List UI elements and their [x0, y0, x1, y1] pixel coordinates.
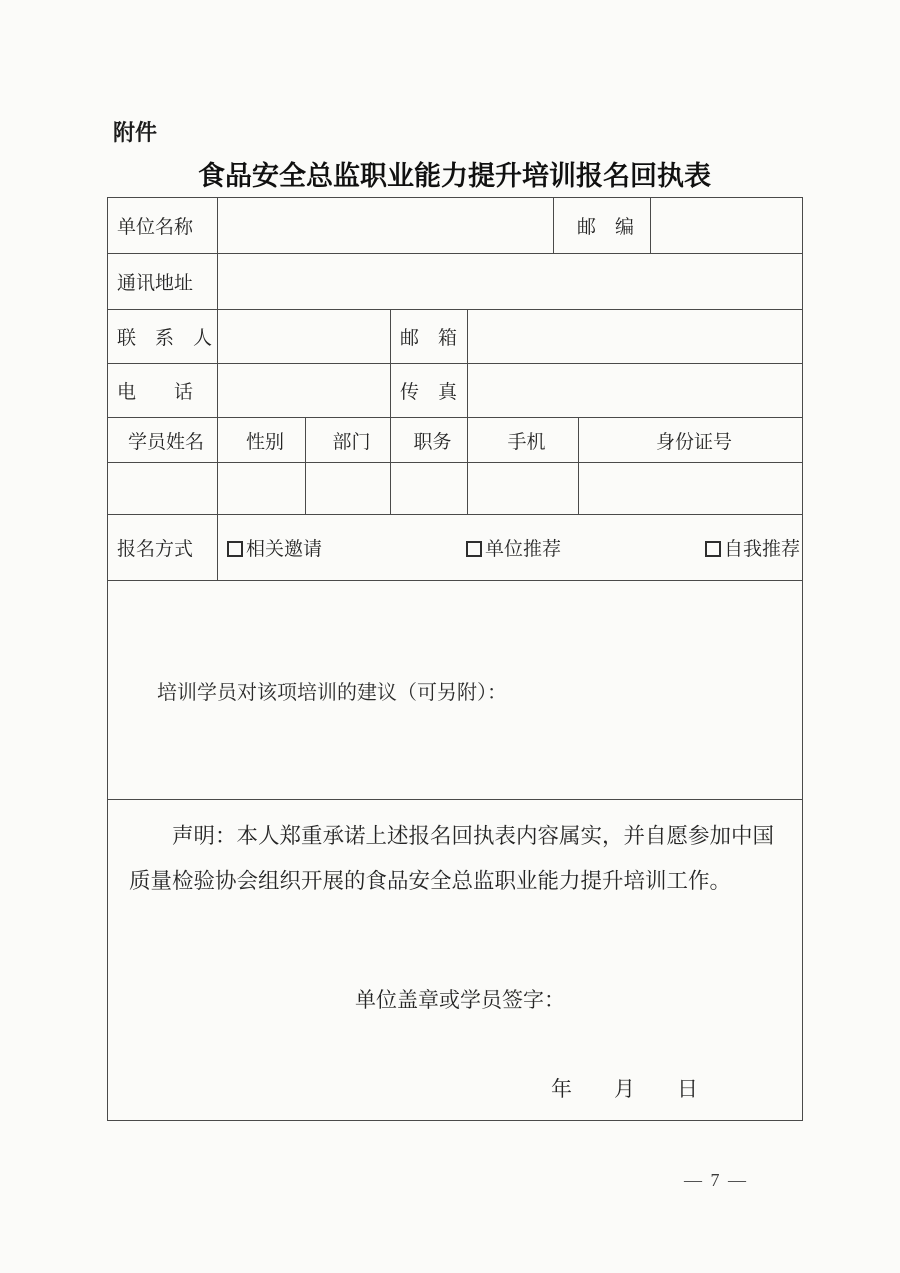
row-address: [108, 254, 803, 310]
row-trainee-headers: [108, 418, 803, 463]
row-phone: [108, 364, 803, 418]
email-label: 邮 箱: [391, 310, 468, 364]
contact-label: 联 系 人: [108, 310, 218, 364]
suggestion-label: 培训学员对该项培训的建议（可另附）：: [157, 681, 507, 704]
id-number-header: 身份证号: [579, 418, 803, 463]
registration-method-label: 报名方式: [108, 515, 218, 581]
row-contact: [108, 310, 803, 364]
row-unit-name: [108, 198, 803, 254]
postal-code-label: 邮 编: [554, 198, 651, 254]
row-declaration: [108, 800, 803, 1121]
unit-name-input-cell[interactable]: [218, 198, 554, 254]
suggestion-input-cell[interactable]: [108, 581, 803, 800]
postal-code-input-cell[interactable]: [651, 198, 803, 254]
mobile-header: 手机: [468, 418, 579, 463]
row-trainee-blank: [108, 463, 803, 515]
position-input-cell[interactable]: [391, 463, 468, 515]
trainee-name-header: 学员姓名: [108, 418, 218, 463]
page-number: — 7 —: [684, 1170, 748, 1190]
address-label: 通讯地址: [108, 254, 218, 310]
position-header: 职务: [391, 418, 468, 463]
mobile-input-cell[interactable]: [468, 463, 579, 515]
page-title: 食品安全总监职业能力提升培训报名回执表: [198, 161, 711, 191]
row-suggestion: [108, 581, 803, 800]
department-header: 部门: [306, 418, 391, 463]
phone-input-cell[interactable]: [218, 364, 391, 418]
registration-option-label: 单位推荐: [485, 539, 562, 560]
declaration-cell: [108, 800, 803, 1121]
checkbox-icon[interactable]: [705, 541, 721, 557]
registration-options-cell: [218, 515, 803, 581]
registration-option-self-recommend[interactable]: [705, 534, 800, 561]
row-registration-method: [108, 515, 803, 581]
registration-form-table: [107, 197, 803, 1121]
attachment-label: 附件: [113, 120, 158, 145]
contact-input-cell[interactable]: [218, 310, 391, 364]
checkbox-icon[interactable]: [466, 541, 482, 557]
phone-label: 电 话: [108, 364, 218, 418]
fax-label: 传 真: [391, 364, 468, 418]
address-input-cell[interactable]: [218, 254, 803, 310]
checkbox-icon[interactable]: [227, 541, 243, 557]
registration-option-invitation[interactable]: [227, 534, 322, 561]
department-input-cell[interactable]: [306, 463, 391, 515]
gender-header: 性别: [218, 418, 306, 463]
id-number-input-cell[interactable]: [579, 463, 803, 515]
signature-label: 单位盖章或学员签字：: [355, 987, 565, 1012]
unit-name-label: 单位名称: [108, 198, 218, 254]
date-fields: 年 月 日: [551, 1076, 699, 1101]
declaration-text: [129, 814, 790, 904]
declaration-line1: 声明：本人郑重承诺上述报名回执表内容属实，并自愿参加中国: [172, 823, 775, 848]
registration-option-unit-recommend[interactable]: [466, 534, 561, 561]
gender-input-cell[interactable]: [218, 463, 306, 515]
email-input-cell[interactable]: [468, 310, 803, 364]
registration-option-label: 自我推荐: [724, 539, 801, 560]
trainee-name-input-cell[interactable]: [108, 463, 218, 515]
declaration-line2: 质量检验协会组织开展的食品安全总监职业能力提升培训工作。: [129, 868, 732, 893]
registration-option-label: 相关邀请: [246, 539, 323, 560]
fax-input-cell[interactable]: [468, 364, 803, 418]
